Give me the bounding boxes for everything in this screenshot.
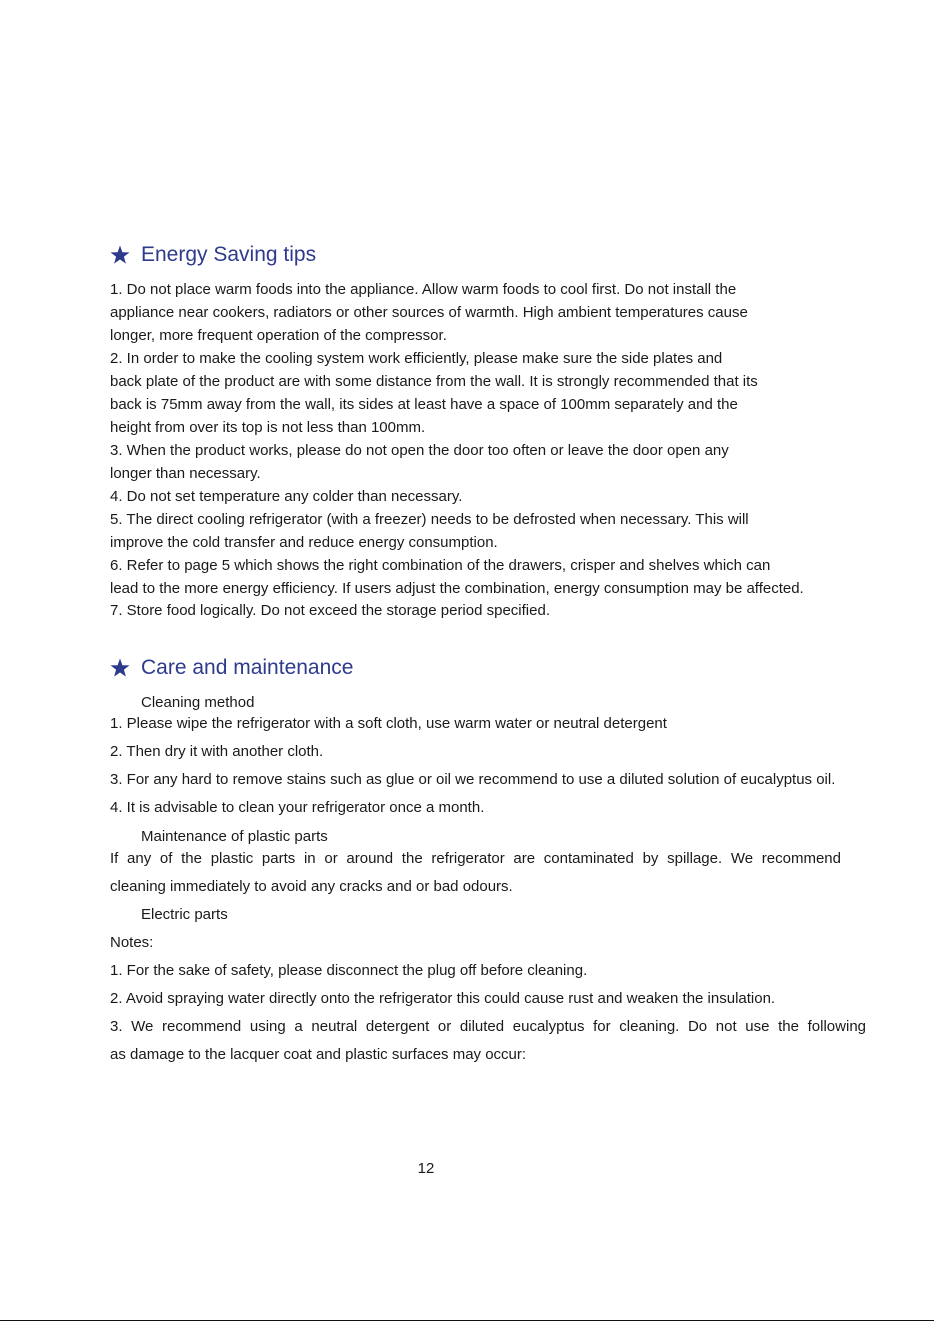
energy-line: 6. Refer to page 5 which shows the right combination of the drawers, crisper and shelves which can	[110, 557, 771, 574]
bottom-rule	[0, 1320, 934, 1321]
energy-line: 5. The direct cooling refrigerator (with a freezer) needs to be defrosted when necessary. This will	[110, 511, 749, 528]
energy-line: longer than necessary.	[110, 465, 261, 482]
star-icon	[110, 245, 130, 265]
energy-line: appliance near cookers, radiators or other sources of warmth. High ambient temperatures cause	[110, 304, 748, 321]
plastic-line: If any of the plastic parts in or around the refrigerator are contaminated by spillage. We recommend	[110, 850, 841, 867]
energy-line: back is 75mm away from the wall, its sides at least have a space of 100mm separately and the	[110, 396, 738, 413]
cleaning-line: 2. Then dry it with another cloth.	[110, 743, 324, 760]
notes-label: Notes:	[110, 934, 154, 951]
page-number: 12	[417, 1160, 435, 1177]
energy-line: 3. When the product works, please do not open the door too often or leave the door open any	[110, 442, 729, 459]
energy-line: 4. Do not set temperature any colder than necessary.	[110, 488, 463, 505]
energy-line: height from over its top is not less than 100mm.	[110, 419, 426, 436]
energy-line: improve the cold transfer and reduce energy consumption.	[110, 534, 498, 551]
energy-line: longer, more frequent operation of the compressor.	[110, 327, 447, 344]
care-maintenance-title: Care and maintenance	[141, 656, 354, 679]
cleaning-method-subheading: Cleaning method	[141, 694, 255, 711]
notes-line: 1. For the sake of safety, please disconnect the plug off before cleaning.	[110, 962, 588, 979]
energy-line: 7. Store food logically. Do not exceed the storage period specified.	[110, 602, 550, 619]
energy-line: back plate of the product are with some distance from the wall. It is strongly recommended that its	[110, 373, 758, 390]
electric-parts-subheading: Electric parts	[141, 906, 228, 923]
cleaning-line: 4. It is advisable to clean your refrigerator once a month.	[110, 799, 485, 816]
energy-line: lead to the more energy efficiency. If users adjust the combination, energy consumption may be affected.	[110, 580, 804, 597]
notes-line: as damage to the lacquer coat and plastic surfaces may occur:	[110, 1046, 527, 1063]
star-icon	[110, 658, 130, 678]
care-maintenance-heading	[110, 656, 353, 680]
energy-saving-heading	[110, 243, 316, 267]
energy-line: 2. In order to make the cooling system work efficiently, please make sure the side plates and	[110, 350, 723, 367]
energy-line: 1. Do not place warm foods into the appliance. Allow warm foods to cool first. Do not install the	[110, 281, 737, 298]
notes-line: 2. Avoid spraying water directly onto the refrigerator this could cause rust and weaken the insulation.	[110, 990, 776, 1007]
energy-saving-title: Energy Saving tips	[141, 243, 317, 266]
cleaning-line: 3. For any hard to remove stains such as glue or oil we recommend to use a diluted solution of eucalyptus oil.	[110, 771, 836, 788]
plastic-parts-subheading: Maintenance of plastic parts	[141, 828, 328, 845]
plastic-line: cleaning immediately to avoid any cracks and or bad odours.	[110, 878, 513, 895]
notes-line: 3. We recommend using a neutral detergent or diluted eucalyptus for cleaning. Do not use the following	[110, 1018, 866, 1035]
cleaning-line: 1. Please wipe the refrigerator with a soft cloth, use warm water or neutral detergent	[110, 715, 667, 732]
